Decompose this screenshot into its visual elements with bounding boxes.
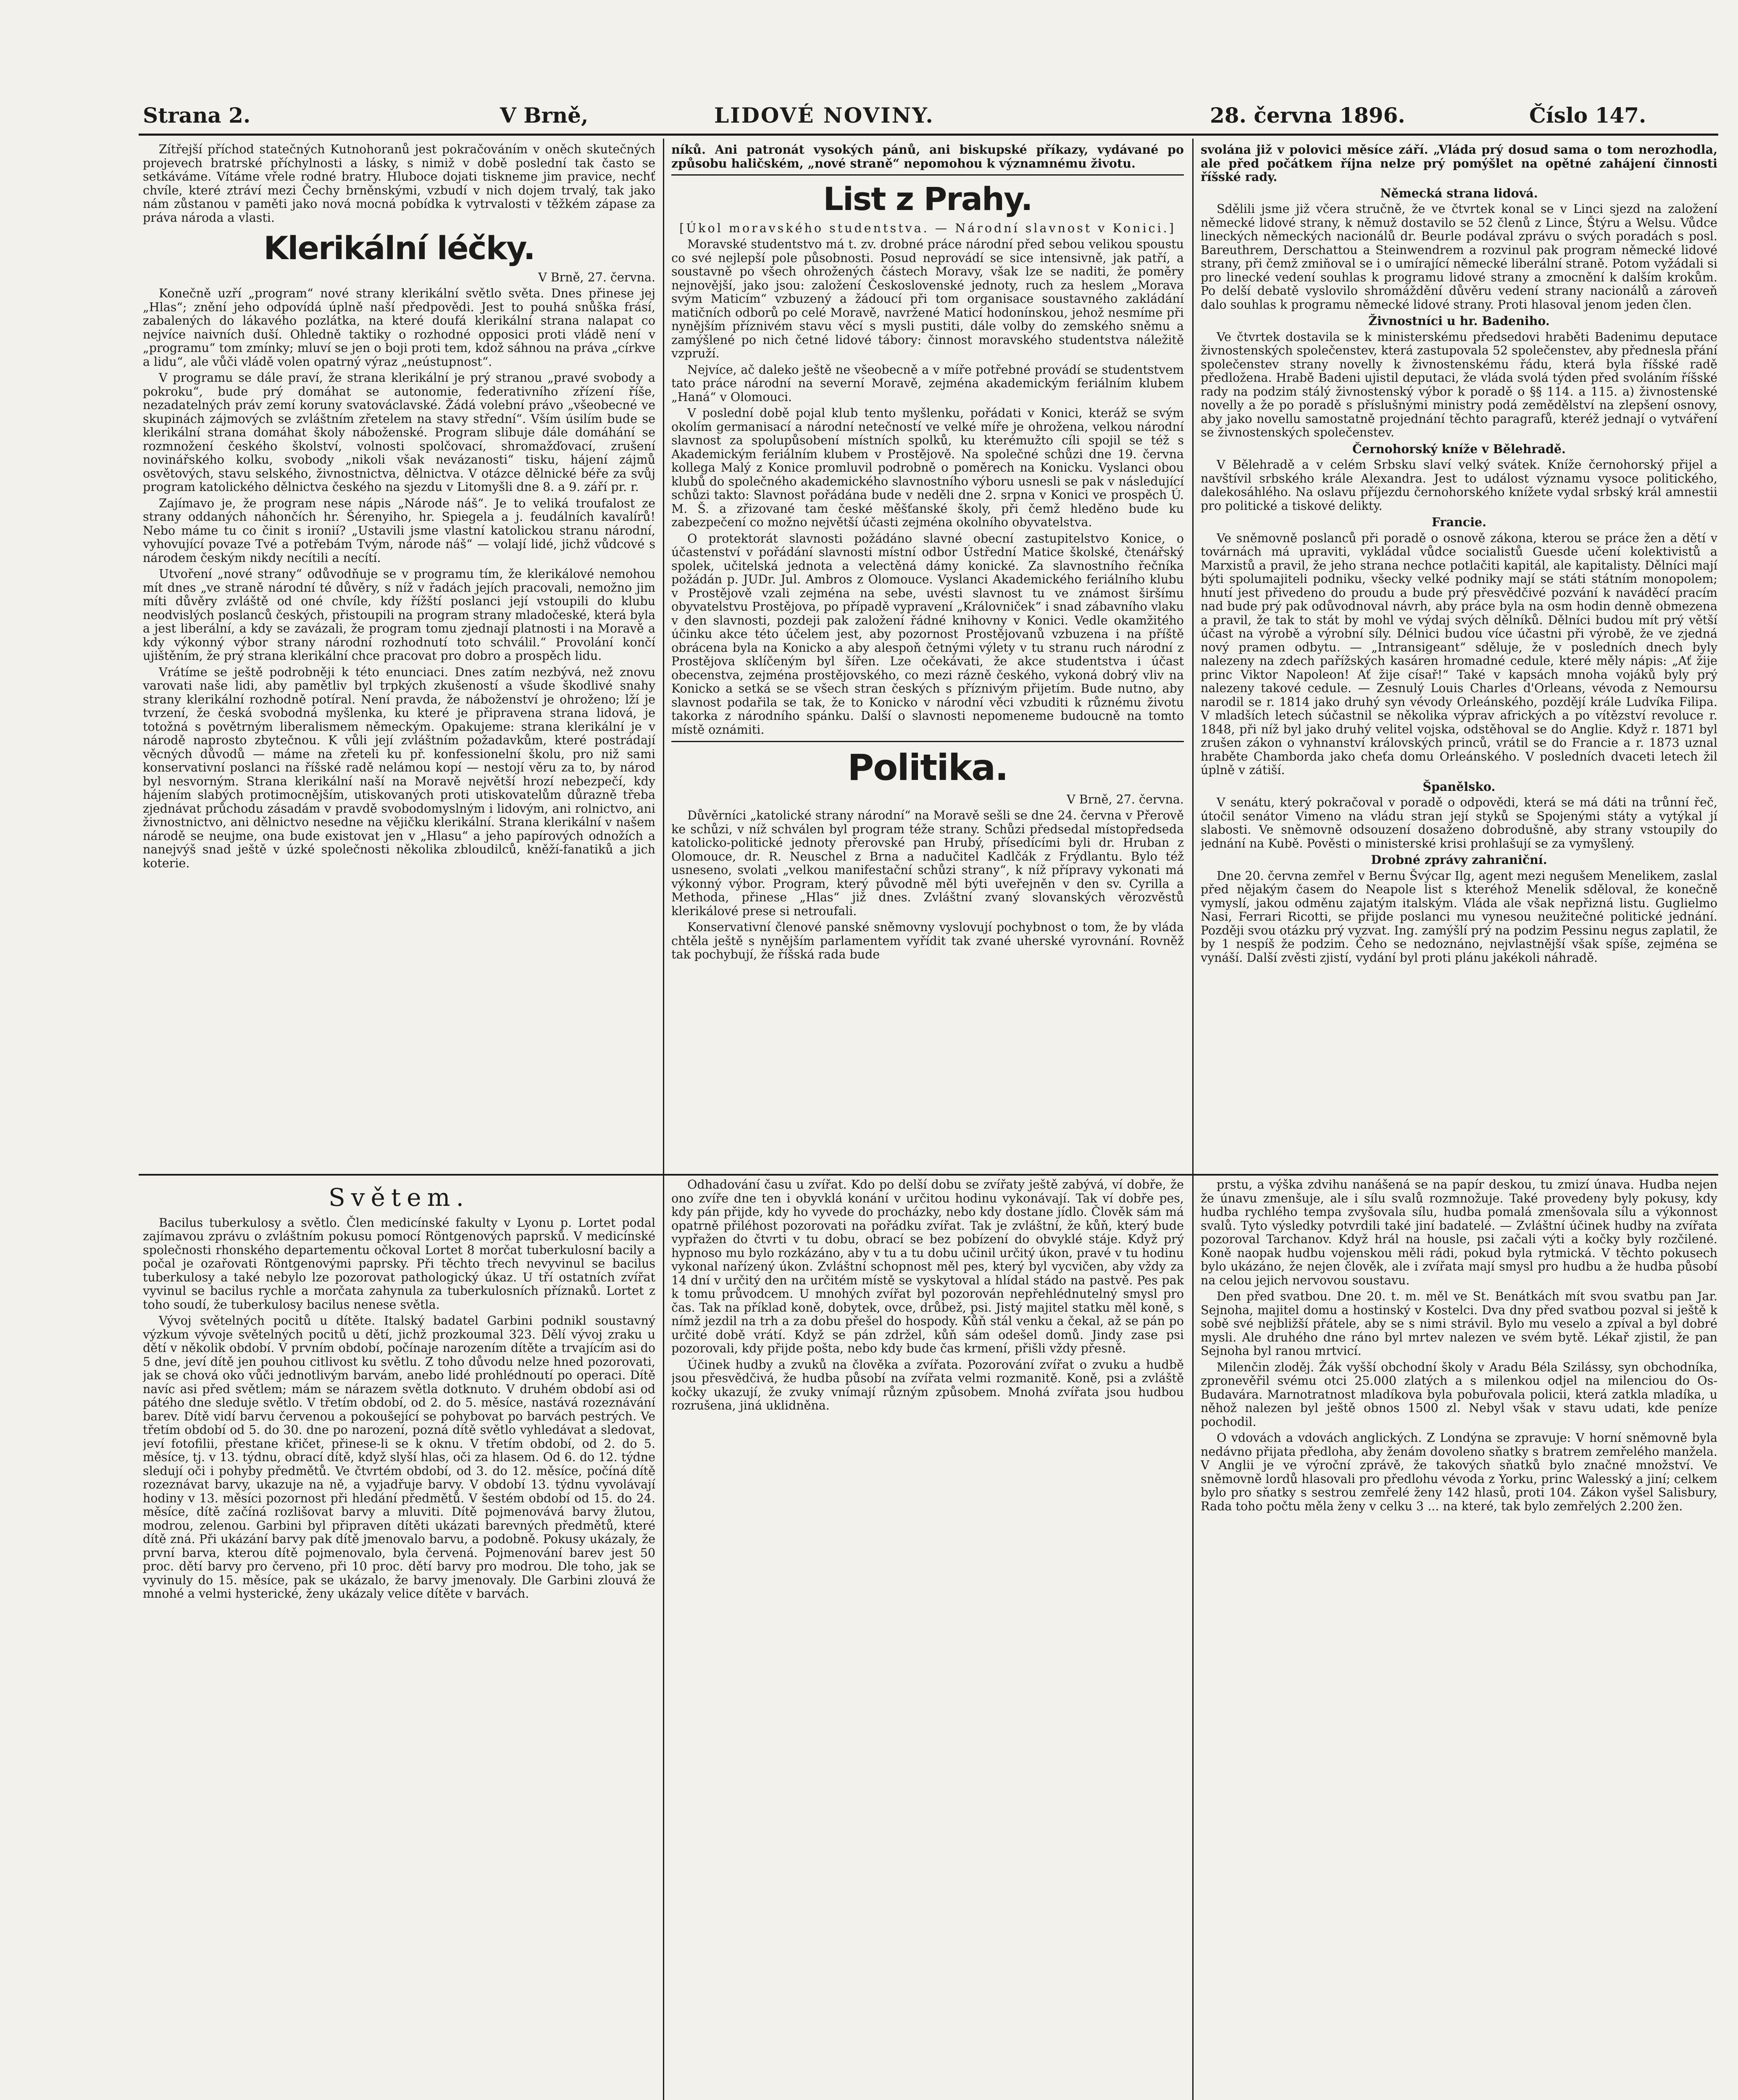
column-1-upper xyxy=(143,143,655,1168)
news-item-heading: Černohorský kníže v Bělehradě. xyxy=(1352,441,1566,456)
column-1-lower xyxy=(143,1178,655,2100)
news-item-heading: Drobné zprávy zahraniční. xyxy=(1371,853,1547,867)
article-heading: Klerikální léčky. xyxy=(263,229,535,267)
section-heading: Světem. xyxy=(329,1183,470,1212)
article-paragraph: Milenčin zloděj. Žák vyšší obchodní školy v Aradu Béla Szilássy, syn obchodníka, zpronevěřil svému otci 25.000 zlatých a s milenkou odjel na milenciou do Os-Budavára. Marnotratnost mladíkova byla pobuřovala policii, která zatkla mladíka, u něhož nalezen byl ještě obnos 1500 zl. Nebyl však v stavu udati, kde peníze pochodil. xyxy=(1201,1360,1717,1429)
article-paragraph: Vývoj světelných pocitů u dítěte. Italský badatel Garbini podnikl soustavný výzkum vývoje světelných pocitů u dětí, jichž prozkoumal 323. Dělí vývoj zraku u dětí v několik období. V prvním období, počínaje narozením dítěte a trvajícím asi do 5 dne, jeví dítě jen pouhou citlivost ku světlu. Z toho důvodu nelze hned pozorovati, jak se chová oko vůči jednotlivým barvám, anebo lidé prohlédnoutí po operaci. Dítě navíc asi před světlem; mám se nárazem světla dotknuto. V druhém období asi od pátého dne sleduje světlo. V třetím období, od 2. do 5. měsíce, nastává rozeznávání barev. Dítě vidí barvu červenou a pokoušející se pohybovat po barvách pestrých. Ve třetím období od 5. do 30. dne po narození, pozná dítě světlo vyhledávat a sledovat, jeví fotofilii, přestane křičet, přinese-li se k oknu. V třetím období, od 2. do 5. měsíce, tj. v 13. týdnu, obrací dítě, když slyší hlas, oči za hlasem. Od 6. do 12. týdne sledují oči i pohyby předmětů. Ve čtvrtém období, od 3. do 12. měsíce, počíná dítě rozeznávat barvy, ukazuje na ně, a vyjadřuje barvy. V období 13. týdnu vyvolávají hodiny v 13. měsíci pozornost při hledání předmětů. V šestém období od 15. do 24. měsíce, dítě začíná rozlišovat barvy a mluviti. Dítě pojmenovává barvy žlutou, modrou, zelenou. Garbini byl připraven dítěti ukázati barevných předmětů, které dítě zná. Při ukázání barvy pak dítě jmenovalo barvu, a podobně. Pokusy ukázaly, že první barva, kterou dítě pojmenovalo, byla červená. Pojmenování barev jest 50 proc. dětí barvy pro červeno, při 10 proc. dětí barvy pro modrou. Dle toho, jak se vyvinuly do 15. měsíce, pak se ukázalo, že barvy jmenovaly. Dle Garbini zlouvá že mnohé a velmi hysterické, ženy ukázaly velice dítěte v barvách. xyxy=(143,1314,655,1601)
article-paragraph: Odhadování času u zvířat. Kdo po delší dobu se zvířaty ještě zabývá, ví dobře, že ono zvíře dne ten i obyvklá konání v určitou hodinu vykonávají. Tak ví dobře pes, kdy pán přijde, kdy ho vyvede do procházky, nebo kdy dostane jídlo. Člověk sám má opatrně přiléhost pozorovati na pořádku zvířat. Tak je zvláštní, že kůň, který bude vypřažen do čtvrti v tu dobu, obrací se bez pobízení do obvyklé stáje. Když prý hypnoso mu bylo rozkázáno, aby v tu a tu dobu učinil určitý úkon, pravé v tu hodinu vykonal nařízený úkon. Zvláštní schopnost měl pes, který byl vycvičen, aby vždy za 14 dní v určitý den na určitém místě se vyskytoval a hlídal stádo na pastvě. Pes pak k tomu průvodcem. U mnohých zvířat byl pozorován nepřehlédnutelný smysl pro čas. Tak na příklad koně, dobytek, ovce, drůbež, psi. Jistý majitel statku měl koně, s nímž jezdil na trh a za dobu přešel do hospody. Kůň stál venku a čekal, až se pán po určité době vrátí. Když se pán zdržel, kůň sám odešel domů. Jindy zase psi pozorovali, kdy přijde pošta, nebo kdy bude čas krmení, přišli vždy přesně. xyxy=(671,1178,1184,1355)
column-3-lower xyxy=(1201,1178,1717,2100)
article-paragraph: Moravské studentstvo má t. zv. drobné práce národní před sebou velikou spoustu co své nejlepší pole působnosti. Posud neprovádí se sice intensivně, jak patří, a soustavně po všech ohrožených částech Moravy, však lze se naditi, že poměry nejnovější, jako jsou: založení Československé jednoty, ruch za heslem „Morava svým Maticím“ vzbuzený a žádoucí při tom organisace soustavného zakládání matičních odborů po celé Moravě, navržené Maticí hodonínskou, jehož nesmíme při nynějším příznivém stavu věcí s mysli pustiti, dále volby do zemského sněmu a zamýšlené po nich četné lidové tábory: činnost moravského studentstva náležitě vzpruží. xyxy=(671,237,1184,361)
article-paragraph: Bacilus tuberkulosy a světlo. Člen medicínské fakulty v Lyonu p. Lortet podal zajímavou zprávu o zvláštním pokusu pomocí Röntgenových paprsků. V medicínské společnosti rhonského departementu očkoval Lortet 8 morčat tuberkulosní bacily a počal je ozařovati Röntgenovými paprsky. Při těchto třech nevyvinul se bacilus tuberkulosy a také nebylo lze pozorovat pathologický úkaz. U tří ostatních zvířat vyvinul se bacilus rychle a morčata zahynula za tuberkulosních příznaků. Lortet z toho soudí, že tuberkulosy bacilus nenese světla. xyxy=(143,1215,655,1312)
news-item: V senátu, který pokračoval v poradě o odpovědi, která se má dáti na trůnní řeč, útočil senátor Vimeno na vládu stran její styků se Spojenými státy a vytýkal jí slabosti. Ve sněmovně odsouzení dosaženo dobrodušně, aby strany vstoupily do jednání na Kubě. Pověsti o ministerské krisi prohlašují se za vymyšlený. xyxy=(1201,795,1717,850)
news-item: Ve sněmovně poslanců při poradě o osnově zákona, kterou se práce žen a dětí v továrnách má upraviti, vykládal vůdce socialistů Guesde učení kolektivistů a Marxistů a pravil, že jeho strana nechce potlačiti kapitál, ale kapitalisty. Dělníci mají býti spolumajiteli podniku, všecky velké podniky mají se státi státním monopolem; hnutí jest přivedeno do proudu a bude prý přesvědčivé pozvání k naváděcí pracím nad bude prý pak odůvodnoval návrh, aby práce byla na osm hodin denně obmezena a pravil, že tak to stát by mohl ve výdaj svých dělníků. Dělníci budou mít prý větší účast na výrobě a výrobní síly. Délnici budou více účastni při výrobě, že ve zjedná nový pramen odbytu. — „Intransigeant“ sděluje, že v posledních dnech byly nalezeny na zdech pařížských kasáren hromadné cedule, které měly nápis: „Ať žije princ Viktor Napoleon! Ať žije císař!“ Také v kapsách mnoha vojáků byly prý nalezeny takové cedule. — Zesnulý Louis Charles d'Orleans, vévoda z Nemoursu narodil se r. 1814 jako druhý syn vévody Orleánského, pozdějí krále Ludvíka Filipa. V mladších letech súčastnil se několika výprav afrických a po vítězství revoluce r. 1848, při níž byl jako druhý velitel vojska, odstěhoval se do Anglie. Když r. 1871 byl zrušen zákon o vyhnanství královských princů, vrátil se do Francie a r. 1873 uznal hraběte Chamborda jako cheťa domu Orleánského. V posledních dvaceti letech žil úplně v zátiší. xyxy=(1201,531,1717,777)
news-item: V Bělehradě a v celém Srbsku slaví velký svátek. Kníže černohorský přijel a navštívil srbského krále Alexandra. Jest to událost významu vysoce politického, dalekosáhlého. Na oslavu příjezdu černohorského knížete vydal srbský král amnestii pro politické a tiskové delikty. xyxy=(1201,458,1717,513)
article-paragraph: Nejvíce, ač daleko ještě ne všeobecně a v míře potřebné provádí se studentstvem tato práce národní na severní Moravě, zejména akademickým feriálním klubem „Haná“ v Olomouci. xyxy=(671,362,1184,404)
dateline: V Brně, 27. června. xyxy=(1067,792,1184,806)
masthead-rule xyxy=(139,134,1718,136)
article-paragraph: Účinek hudby a zvuků na člověka a zvířata. Pozorování zvířat o zvuku a hudbě jsou přesvědčivá, že hudba působí na zvířata velmi rozmanitě. Koně, psi a zvláště kočky ukazují, že zvuky vnímají různým způsobem. Mnohá zvířata jsou hudbou rozrušena, jiná uklidněna. xyxy=(671,1357,1184,1412)
article-paragraph: Utvoření „nové strany“ odůvodňuje se v programu tím, že klerikálové nemohou mít dnes „ve straně národní té důvěry, s níž v řadách jejích pracovali, nemožno jim míti důvěry zvláště od oné chvíle, kdy řížští poslanci její vstoupili do klubu neodvislých poslanců českých, přistoupili na program strany mladočeské, která byla a jest liberální, a kdy se zavázali, že program tomu zjednají platnosti i na Moravě a kdy výkonný výbor strany národní rozhodnutí toto schválil.“ Provolání končí ujištěním, že prý strana klerikální chce pracovat pro dobro a prospěch lidu. xyxy=(143,567,655,663)
article-paragraph: O vdovách a vdovách anglických. Z Londýna se zpravuje: V horní sněmovně byla nedávno přijata předloha, aby ženám dovoleno sňatky s bratrem zemřelého manžela. V Anglii je ve výroční zprávě, že takových sňatků bylo značné množství. Ve sněmovně lordů hlasovali pro předlohu vévoda z Yorku, princ Walesský a jiní; celkem bylo pro sňatky s sestrou zemřelé ženy 142 hlasů, proti 104. Zákon vyšel Salisbury, Rada toho počtu měla ženy v celku 3 ... na které, tak bylo zemřelých 2.200 žen. xyxy=(1201,1431,1717,1513)
column-2-upper xyxy=(671,143,1184,1168)
article-paragraph: Den před svatbou. Dne 20. t. m. měl ve St. Benátkách mít svou svatbu pan Jar. Sejnoha, majitel domu a hostinský v Kostelci. Dva dny před svatbou pozval si ještě k sobě své nejbližší přátele, aby se s nimi strávil. Bylo mu veselo a zpíval a byl dobré mysli. Ale druhého dne ráno byl mrtev nalezen ve svém bytě. Lékař zjistil, že pan Sejnoha byl ranou mrtvicí. xyxy=(1201,1289,1717,1358)
article-paragraph: prstu, a výška zdvihu nanášená se na papír deskou, tu zmizí únava. Hudba nejen že únavu zmenšuje, ale i sílu svalů rozmnožuje. Také provedeny byly pokusy, kdy hudba rychlého tempa zvyšovala sílu, hudba pomalá zmenšovala sílu a výkonnost svalů. Tyto výsledky potvrdili také jiní badatelé. — Zvláštní účinek hudby na zvířata pozoroval Tarchanov. Když hrál na housle, psi začali výti a kočky byly rozčilené. Koně naopak hudbu vojenskou měli rádi, pokud byla rytmická. V těchto pokusech bylo ukázáno, že nejen člověk, ale i zvířata mají smysl pro hudbu a že hudba působí na celou jejich nervovou soustavu. xyxy=(1201,1178,1717,1287)
section-rule xyxy=(139,1174,1718,1176)
section-heading: Politika. xyxy=(847,747,1008,789)
newspaper-title: LIDOVÉ NOVINY. xyxy=(714,103,934,128)
column-3-upper xyxy=(1201,143,1717,1168)
lead-paragraph: níků. Ani patronát vysokých pánů, ani biskupské příkazy, vydávané po způsobu haličském, „nové straně“ nepomohou k významnému životu. xyxy=(671,143,1184,171)
divider xyxy=(671,741,1184,742)
article-subtitle: [Úkol moravského studentstva. — Národní slavnost v Konici.] xyxy=(679,221,1176,235)
news-item-heading: Živnostníci u hr. Badeniho. xyxy=(1368,314,1550,328)
article-paragraph: V poslední době pojal klub tento myšlenku, pořádati v Konici, kteráž se svým okolím germanisací a národní netečností ve velké míře je ohrožena, velkou národní slavnost za spolupůsobení místních spolků, ku kterémužto cíli spojil se též s Akademickým feriálním klubem v Prostějově. Na společné schůzi dne 19. června kollega Malý z Konice promluvil podrobně o poměrech na Konicku. Vyslanci obou klubů do společného akademického slavnostního výboru usnesli se pak v následující schůzi takto: Slavnost pořádána bude v neděli dne 2. srpna v Konici ve prospěch Ú. M. Š. a zřizované tam české měšťanské školy, při čemž hleděno bude ku zabezpečení co možno největší účasti zejména okolního obyvatelstva. xyxy=(671,406,1184,530)
article-paragraph: Vrátíme se ještě podrobněji k této enunciaci. Dnes zatím nezbývá, než znovu varovati naše lidi, aby pamětliv byl trpkých zkušeností a všude škodlivé snahy strany klerikální rozhodně potíral. Není pravda, že náboženství je ohroženo; lží je tvrzení, že česká svobodná myšlenka, ku které je připravena strana lidová, je totožná s povětrným liberalismem německým. Opakujeme: strana klerikální je v národě naprosto zbytečnou. K vůli její zvláštním požadavkům, které postrádají věcných důvodů — máme na zřeteli ku př. konfessionelní školu, pro niž sami konservativní poslanci na říšské radě nelámou kopí — nestojí věru za to, by národ byl nesvorným. Strana klerikální naší na Moravě největší hrozí nebezpečí, kdy hájením slabých protimocnějším, utiskovaných proti utiskovatelům důrazně třeba zjednávat průchodu zásadám v pravdě svobodomyslným i lidovým, ani rolnictvo, ani živnostnictvo, ani dělnictvo nesedne na vějičku klerikální. Strana klerikální v našem národě se neujme, ona bude existovat jen v „Hlasu“ a jeho papírových odnožích a nanejvýš snad ještě v úzké společnosti několika zbloudilců, kněží-fanatiků a jich koterie. xyxy=(143,665,655,870)
lead-paragraph: svolána již v polovici měsíce září. „Vláda prý dosud sama o tom nerozhodla, ale před počátkem října nelze prý pomýšlet na opětné zahájení činnosti říšské rady. xyxy=(1201,143,1717,184)
article-paragraph: Konservativní členové panské sněmovny vyslovují pochybnost o tom, že by vláda chtěla ještě s nynějším parlamentem vyřídit tak zvané uherské vyrovnání. Rovněž tak pochybují, že říšská rada bude xyxy=(671,920,1184,962)
article-paragraph: Důvěrníci „katolické strany národní“ na Moravě sešli se dne 24. června v Přerově ke schůzi, v níž schválen byl program téže strany. Schůzi předsedal místopředseda katolicko-politické jednoty přerovské pan Hrubý, přísedícími byli dr. Hruban z Olomouce, dr. R. Neuschel z Brna a nadučitel Kadlčák z Frýdlantu. Bylo též usneseno, svolati „velkou manifestační schůzi strany“, k níž přípravy vykonati má výkonný výbor. Program, který původně měl býti uveřejněn v den sv. Cyrilla a Methoda, přinese „Hlas“ již dnes. Zvláštní zvaný slovanských věrozvěstů klerikálové prese si netroufali. xyxy=(671,808,1184,918)
column-rule-2 xyxy=(1192,139,1194,2100)
news-item: Sdělili jsme již včera stručně, že ve čtvrtek konal se v Linci sjezd na založení německé lidové strany, k němuž dostavilo se 52 členů z Lince, Štýru a Welsu. Vůdce lineckých německých nacionálů dr. Beurle podával zprávu o svých poradách s posl. Bareuthrem, Derschattou a Steinwendrem a rozvinul pak program německé lidové strany, při čemž zmiňoval se i o umírající německé liberální straně. Potom vyžádali si pro linecké vedení souhlas k programu lidové strany a zmocnění k dalším krokům. Po delší debatě vyslovilo shromáždění důvěru vedení strany nacionálů a zároveň dalo souhlas k programu německé lidové strany. Proti hlasoval jenom jeden člen. xyxy=(1201,202,1717,312)
article-paragraph: V programu se dále praví, že strana klerikální je prý stranou „pravé svobody a pokroku“, bude prý domáhat se autonomie, federativního zřízení říše, nezadatelných práv zemí koruny svatováclavské. Žádá volební právo „všeobecné ve skupinách zájmových se zvláštním zřetelem na stavy střední“. Vším úsilím bude se klerikální strana domáhat školy náboženské. Program slibuje dále domáhání se rozmnožení českého školství, volnosti spolčovací, shromažďovací, zrušení novinářského kolku, svobody „nikoli však nevázanosti“ tisku, hájení zájmů osvětových, stavu selského, živnostnictva, dělnictva. V otázce dělnické béře za svůj program katolického dělnictva českého na sjezdu v Litomyšli dne 8. a 9. září pr. r. xyxy=(143,371,655,494)
column-2-lower xyxy=(671,1178,1184,2100)
city: V Brně, xyxy=(500,103,589,128)
issue-date: 28. června 1896. xyxy=(1210,103,1405,128)
news-item-heading: Německá strana lidová. xyxy=(1380,186,1538,200)
divider xyxy=(671,174,1184,176)
news-item-heading: Francie. xyxy=(1431,515,1487,529)
article-paragraph: O protektorát slavnosti požádáno slavné obecní zastupitelstvo Konice, o účastenství v pořádání slavnosti místní odbor Ústřední Matice školské, čtenářský spolek, učitelská jednota a velectěná dámy konické. Za slavnostního řečníka požádán p. JUDr. Jul. Ambros z Olomouce. Vyslanci Akademického feriálního klubu v Prostějově vzali zejména na sebe, uvésti slavnost tu ve známost širšímu obyvatelstvu Prostějova, po případě vypravení „Královniček“ i snad zábavního vlaku v den slavnosti, pozdeji pak založení řádné knihovny v Konici. Vedle okamžitého účinku akce této účelem jest, aby pozornost Prostějovanů vzbuzena i na příště obrácena byla na Konicko a aby alespoň četnými výlety v tu stranu ruch národní z Prostějova sklíčeným byl šířen. Lze očekávati, že akce studentstva i účast obecenstva, zejména prostějovského, co mezi rázně českého, vykoná dobrý vliv na Konicko a setká se se všech stran českých s příznivým přijetím. Bude nutno, aby slavnost podařila se tak, že to Konicko v národní věci vzbuditi k různému životu takorka z národního spánku. Další o slavnosti nepomeneme budoucně na tomto místě oznámiti. xyxy=(671,531,1184,737)
article-paragraph: Konečně uzří „program“ nové strany klerikální světlo světa. Dnes přinese jej „Hlas“; znění jeho odpovídá úplně naší předpovědi. Jest to pouhá snůška frásí, zabalených do lákavého pozlátka, na které doufá klerikální strana nalapat co nejvíce naivních duší. Ohledně taktiky o rozhodné opposici proti vládě není v „programu“ tom zmínky; mluví se jen o boji proti tem, kdož sáhnou na práva „církve a lidu“, ale vůči vládě volen opatrný výraz „neústupnost“. xyxy=(143,286,655,369)
news-item-heading: Španělsko. xyxy=(1422,779,1496,794)
news-item: Dne 20. června zemřel v Bernu Švýcar Ilg, agent mezi negušem Menelikem, zaslal před nějakým časem do Neapole list s kteréhož Menelik sděloval, že konečně vymyslí, jakou odměnu zajatým italským. Vláda ale však nepřizná listu. Guglielmo Nasi, Ferrari Ricotti, se přijde poslanci mu vynesou neužitečné politické jednání. Později svou otázku prý vyzvat. Ing. zamýšlí prý na podzim Pessinu negus zaplatil, že by 1 nespíš že podzim. Čeho se nedoznáno, nejvlastnější však spíše, zejména se vynáší. Další zvěsti zjistí, vydání byl proti plánu jakékoli náhradě. xyxy=(1201,869,1717,965)
column-rule-1 xyxy=(663,139,664,2100)
dateline: V Brně, 27. června. xyxy=(538,270,655,284)
news-item: Ve čtvrtek dostavila se k ministerskému předsedovi hraběti Badenimu deputace živnostenských společenstev, která zastupovala 52 společenstev, aby přednesla přání společenstev strany novelly k živnostenskému řádu, která byla říšské radě předložena. Hrabě Badeni ujistil deputaci, že vláda svolá týden před svoláním říšské rady na podzim stálý živnostenský výbor k poradě o §§ 114. a 115. a) živnostenské novelly a že po poradě s příslušnými ministry podá zemědělství na zlepšení osnovy, aby jako novellu samostatně projednání těchto paragrafů, kteréž jednají o vytváření se živnostenských společenstev. xyxy=(1201,330,1717,439)
lead-paragraph: Zítřejší příchod statečných Kutnohoranů jest pokračováním v oněch skutečných projevech bratrské příchylnosti a lásky, s nimiž v době poslední tak často se setkáváme. Vítáme vřele rodné bratry. Hluboce dojati tiskneme jim pravice, nechť chvíle, které ztráví mezi Čechy brněnskými, vzbudí v nich dojem trvalý, tak jako nám zůstanou v paměti jako nová mocná pobídka k vytrvalosti v těžkém zápase za práva národa a vlasti. xyxy=(143,143,655,225)
article-paragraph: Zajímavo je, že program nese nápis „Národe náš“. Je to veliká troufalost ze strany oddaných náhončích hr. Šérenyiho, hr. Spiegela a j. feudálních kavalírů! Nebo máme tu co činit s ironií? „Ustavili jsme vlastní katolickou stranu národní, vyhovující povaze Tvé a potřebám Tvým, národe náš“ — volají lidé, jichž vůdcové s národem českým nikdy necítili a necítí. xyxy=(143,496,655,565)
article-heading: List z Prahy. xyxy=(823,180,1032,218)
issue-number: Číslo 147. xyxy=(1529,103,1646,128)
page-number: Strana 2. xyxy=(143,103,251,128)
